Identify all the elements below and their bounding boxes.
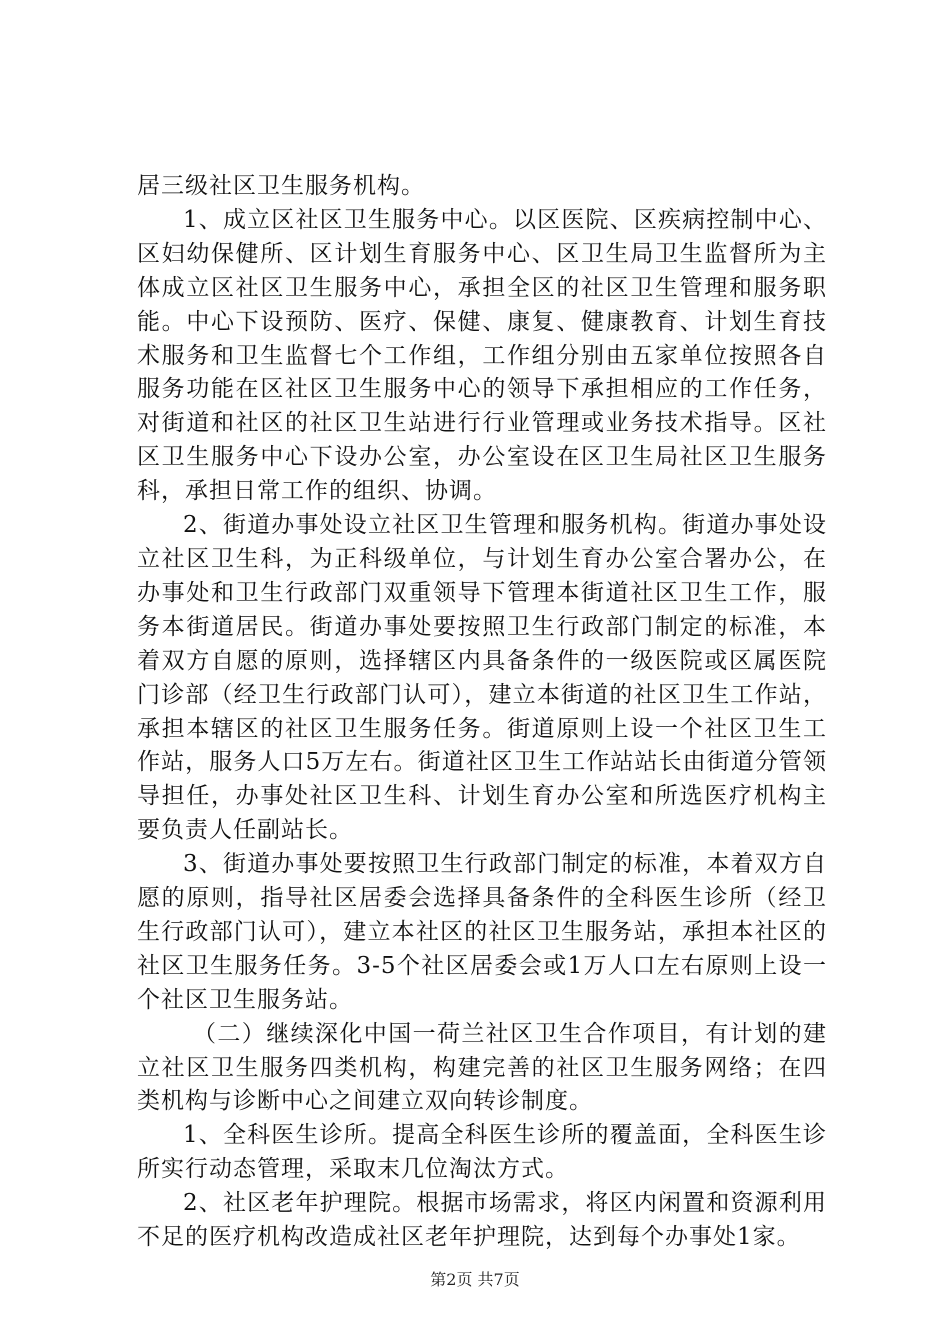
paragraph-item-1: 1、成立区社区卫生服务中心。以区医院、区疾病控制中心、区妇幼保健所、区计划生育服务中心、区卫生局卫生监督所为主体成立区社区卫生服务中心，承担全区的社区卫生管理和服务职能。中心下设预防、医疗、保健、康复、健康教育、计划生育技术服务和卫生监督七个工作组，工作组分别由五家单位按照各自服务功能在区社区卫生服务中心的领导下承担相应的工作任务，对街道和社区的社区卫生站进行行业管理或业务技术指导。区社区卫生服务中心下设办公室，办公室设在区卫生局社区卫生服务科，承担日常工作的组织、协调。 xyxy=(137,206,827,505)
paragraph-subitem-2: 2、社区老年护理院。根据市场需求，将区内闲置和资源利用不足的医疗机构改造成社区老年护理院，达到每个办事处1家。 xyxy=(137,1190,827,1251)
paragraph-section-2: （二）继续深化中国一荷兰社区卫生合作项目，有计划的建立社区卫生服务四类机构，构建完善的社区卫生服务网络；在四类机构与诊断中心之间建立双向转诊制度。 xyxy=(137,1020,827,1115)
paragraph-item-3: 3、街道办事处要按照卫生行政部门制定的标准，本着双方自愿的原则，指导社区居委会选择具备条件的全科医生诊所（经卫生行政部门认可），建立本社区的社区卫生服务站，承担本社区的社区卫生服务任务。3-5个社区居委会或1万人口左右原则上设一个社区卫生服务站。 xyxy=(137,851,827,1013)
page-number-footer: 第2页 共7页 xyxy=(430,1270,520,1289)
paragraph-item-2: 2、街道办事处设立社区卫生管理和服务机构。街道办事处设立社区卫生科，为正科级单位，与计划生育办公室合署办公，在办事处和卫生行政部门双重领导下管理本街道社区卫生工作，服务本街道居民。街道办事处要按照卫生行政部门制定的标准，本着双方自愿的原则，选择辖区内具备条件的一级医院或区属医院门诊部（经卫生行政部门认可），建立本街道的社区卫生工作站，承担本辖区的社区卫生服务任务。街道原则上设一个社区卫生工作站，服务人口5万左右。街道社区卫生工作站站长由街道分管领导担任，办事处社区卫生科、计划生育办公室和所选医疗机构主要负责人任副站长。 xyxy=(137,512,827,844)
paragraph-subitem-1: 1、全科医生诊所。提高全科医生诊所的覆盖面，全科医生诊所实行动态管理，采取末几位淘汰方式。 xyxy=(137,1122,827,1183)
paragraph-continuation: 居三级社区卫生服务机构。 xyxy=(137,173,425,199)
body-text xyxy=(137,170,827,1255)
